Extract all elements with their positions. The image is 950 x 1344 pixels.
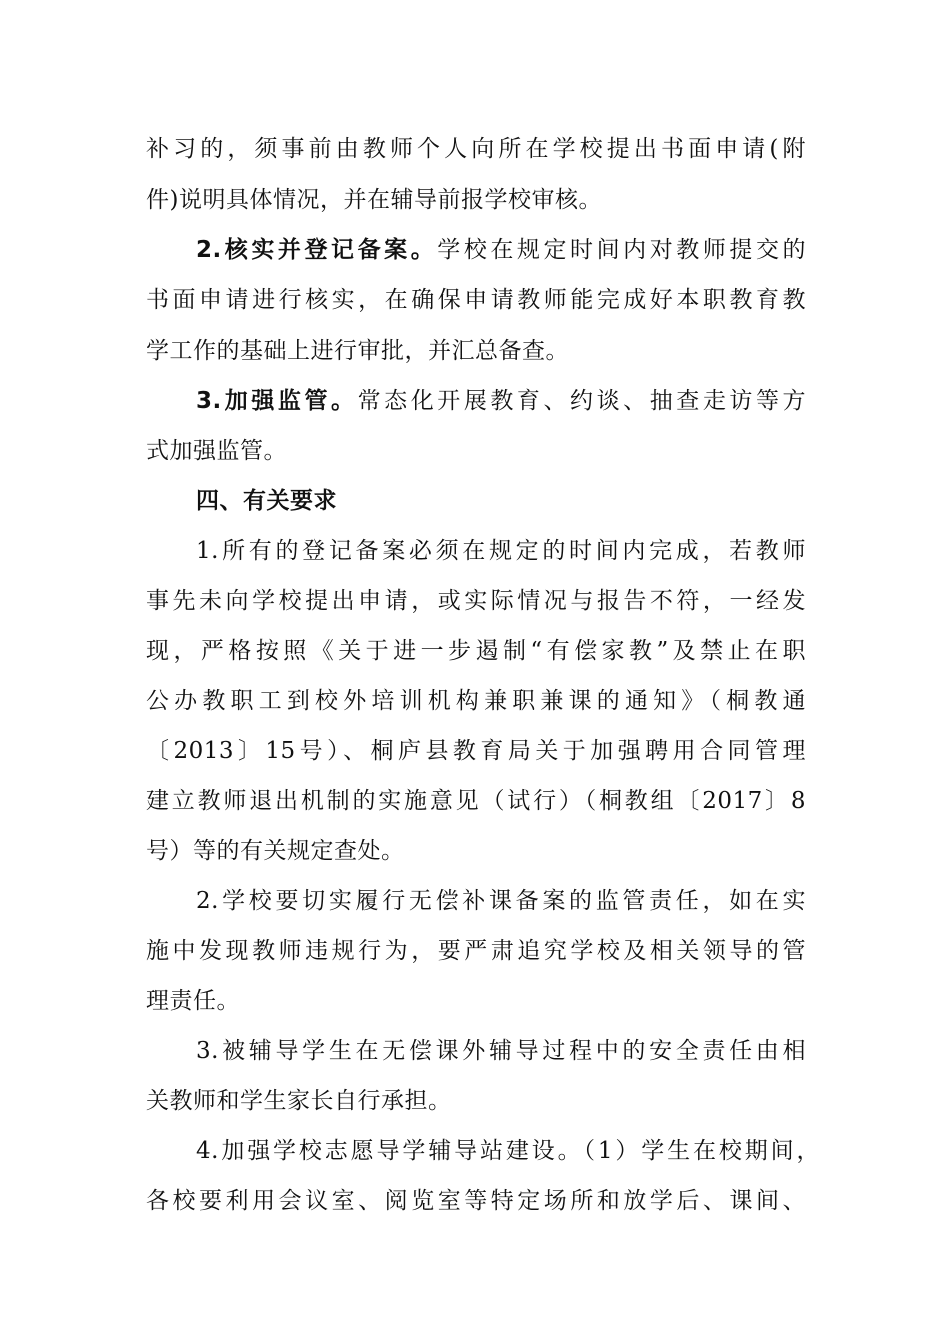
text-line: 2.学校要切实履行无偿补课备案的监管责任，如在实 [196, 888, 806, 914]
text-line: 3.被辅导学生在无偿课外辅导过程中的安全责任由相 [196, 1038, 806, 1064]
text-line: 号）等的有关规定查处。 [146, 838, 405, 864]
text-line: 施中发现教师违规行为，要严肃追究学校及相关领导的管 [146, 938, 806, 964]
text-line: 件)说明具体情况，并在辅导前报学校审核。 [146, 187, 602, 213]
text-line: 理责任。 [146, 988, 240, 1014]
text-line: 书面申请进行核实，在确保申请教师能完成好本职教育教 [146, 287, 806, 313]
section-heading: 四、有关要求 [196, 488, 337, 514]
text-line: 事先未向学校提出申请，或实际情况与报告不符，一经发 [146, 588, 806, 614]
text-line: 1.所有的登记备案必须在规定的时间内完成，若教师 [196, 538, 806, 564]
text-line: 公办教职工到校外培训机构兼职兼课的通知》（桐教通 [146, 688, 806, 714]
text-line: 式加强监管。 [146, 438, 287, 464]
text-line: 关教师和学生家长自行承担。 [146, 1088, 452, 1114]
text-line: 4.加强学校志愿导学辅导站建设。（1）学生在校期间， [196, 1138, 820, 1164]
item-text: 学校在规定时间内对教师提交的 [437, 237, 807, 263]
item-text: 常态化开展教育、约谈、抽查走访等方 [357, 388, 807, 414]
text-line: 建立教师退出机制的实施意见（试行）（桐教组〔2017〕8 [146, 788, 806, 814]
paragraph-line [196, 232, 806, 268]
text-line: 各校要利用会议室、阅览室等特定场所和放学后、课间、 [146, 1188, 806, 1214]
text-line: 〔2013〕15号）、桐庐县教育局关于加强聘用合同管理 [146, 738, 806, 764]
text-line: 学工作的基础上进行审批，并汇总备查。 [146, 338, 569, 364]
text-line: 补习的，须事前由教师个人向所在学校提出书面申请(附 [146, 136, 806, 162]
text-line: 现，严格按照《关于进一步遏制“有偿家教”及禁止在职 [146, 638, 806, 664]
item-heading: 2.核实并登记备案。 [196, 237, 438, 263]
paragraph-line [196, 383, 806, 419]
item-heading: 3.加强监管。 [196, 388, 358, 414]
